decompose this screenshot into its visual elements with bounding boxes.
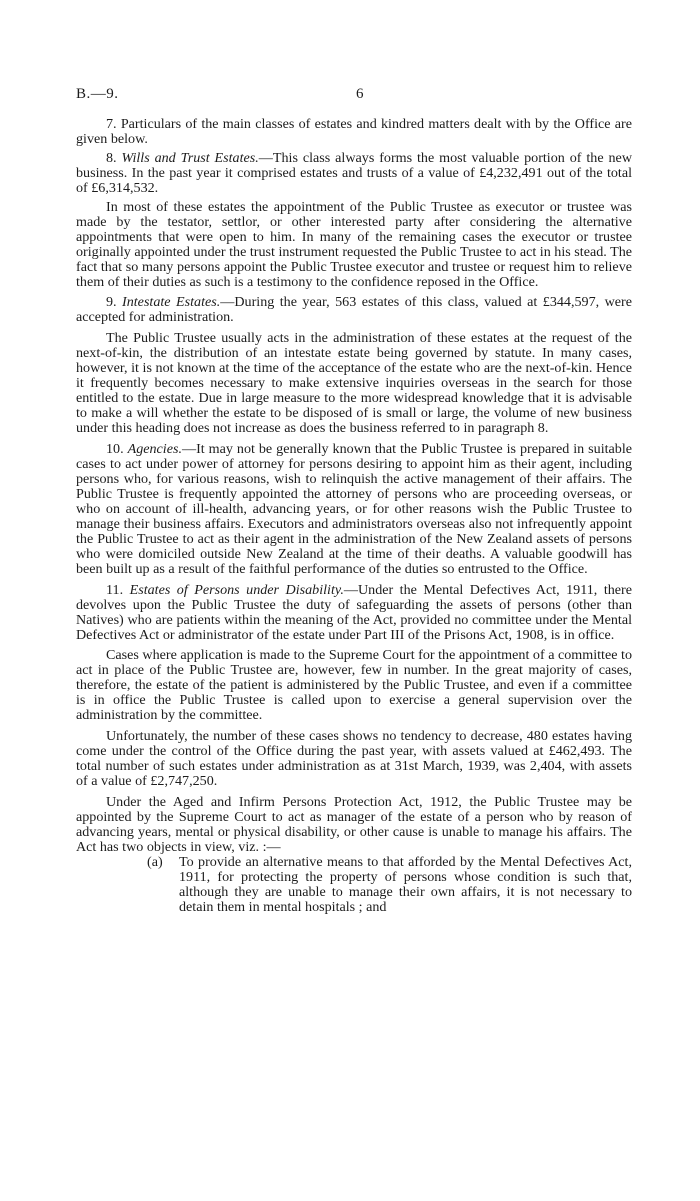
paragraph-11: 11. Estates of Persons under Disability.—Under the Mental Defectives Act, 1911, there devolves upon the Public Trustee the duty of safeguarding the assets of persons (other than Natives) who are patients within the meaning of the Act, provided no committee under the Mental Defectives Act or administrator of the estate under Part III of the Prisons Act, 1908, is in office.	[76, 581, 632, 643]
paragraph-11-statistics: Unfortunately, the number of these cases shows no tendency to decrease, 480 estates having come under the control of the Office during the past year, with assets valued at £462,493. The total number of such estates under administration as at 31st March, 1939, was 2,404, with assets of a value of £2,747,250.	[76, 728, 632, 790]
paragraph-11-committee: Cases where application is made to the Supreme Court for the appointment of a committee to act in place of the Public Trustee are, however, few in number. In the great majority of cases, therefore, the estate of the patient is administered by the Public Trustee, and even if a committee is in office the Public Trustee is called upon to exercise a general supervision over the administration by the committee.	[76, 647, 632, 724]
paragraph-11-aged-infirm: Under the Aged and Infirm Persons Protection Act, 1912, the Public Trustee may be appointed by the Supreme Court to act as manager of the estate of a person who by reason of advancing years, mental or physical disability, or other cause is unable to manage his affairs. The Act has two objects in view, viz. :—	[76, 794, 632, 855]
paragraph-8-continued: In most of these estates the appointment of the Public Trustee as executor or trustee was made by the testator, settlor, or other interested party after considering the alternative appointments that were open to him. In many of the remaining cases the executor or trustee originally appointed under the trust instrument requested the Public Trustee to act in his stead. The fact that so many persons appoint the Public Trustee executor and trustee or request him to relieve them of their duties as such is a testimony to the confidence reposed in the Office.	[76, 198, 632, 290]
body-text	[76, 117, 632, 915]
section-heading-intestate: Intestate Estates.	[122, 294, 221, 311]
paragraph-9-continued: The Public Trustee usually acts in the administration of these estates at the request of the next-of-kin, the distribution of an intestate estate being governed by statute. In many cases, however, it is not known at the time of the acceptance of the estate who are the next-of-kin. Hence it frequently becomes necessary to make extensive inquiries overseas in the search for those entitled to the estate. Due in large measure to the more widespread knowledge that it is advisable to make a will whether the estate to be disposed of is small or large, the volume of new business under this heading does not increase as does the business referred to in paragraph 8.	[76, 330, 632, 437]
paragraph-10: 10. Agencies.—It may not be generally known that the Public Trustee is prepared in suitable cases to act under power of attorney for persons desiring to appoint him as their agent, including persons who, for various reasons, wish to relinquish the active management of their affairs. The Public Trustee is frequently appointed the attorney of persons who are proceeding overseas, or who on account of ill-health, advancing years, or for other reasons wish the Public Trustee to manage their business affairs. Executors and administrators overseas also not infrequently appoint the Public Trustee to act as their agent in the administration of the New Zealand assets of persons who were domiciled outside New Zealand at the time of their deaths. A valuable goodwill has been built up as a result of the faithful performance of the duties so entrusted to the Office.	[76, 441, 633, 577]
list-marker: (a)	[147, 853, 163, 870]
paragraph-9: 9. Intestate Estates.—During the year, 563 estates of this class, valued at £344,597, were accepted for administration.	[76, 294, 632, 326]
section-heading-agencies: Agencies.	[127, 441, 182, 458]
list-item-a	[147, 855, 632, 915]
paragraph-7: 7. Particulars of the main classes of estates and kindred matters dealt with by the Office are given below.	[76, 116, 632, 147]
list-item-text: To provide an alternative means to that afforded by the Mental Defectives Act, 1911, for protecting the property of persons whose condition is such that, although they are unable to manage their own affairs, it is not necessary to detain them in mental hospitals ; and	[179, 853, 632, 915]
page-number: 6	[356, 86, 364, 102]
section-heading-disability: Estates of Persons under Disability.	[129, 581, 344, 598]
section-heading-wills: Wills and Trust Estates.	[121, 149, 259, 166]
document-reference: B.—9.	[76, 86, 119, 102]
paragraph-8: 8. Wills and Trust Estates.—This class always forms the most valuable portion of the new business. In the past year it comprised estates and trusts of a value of £4,232,491 out of the total of £6,314,532.	[76, 149, 632, 196]
page-header	[76, 86, 642, 106]
